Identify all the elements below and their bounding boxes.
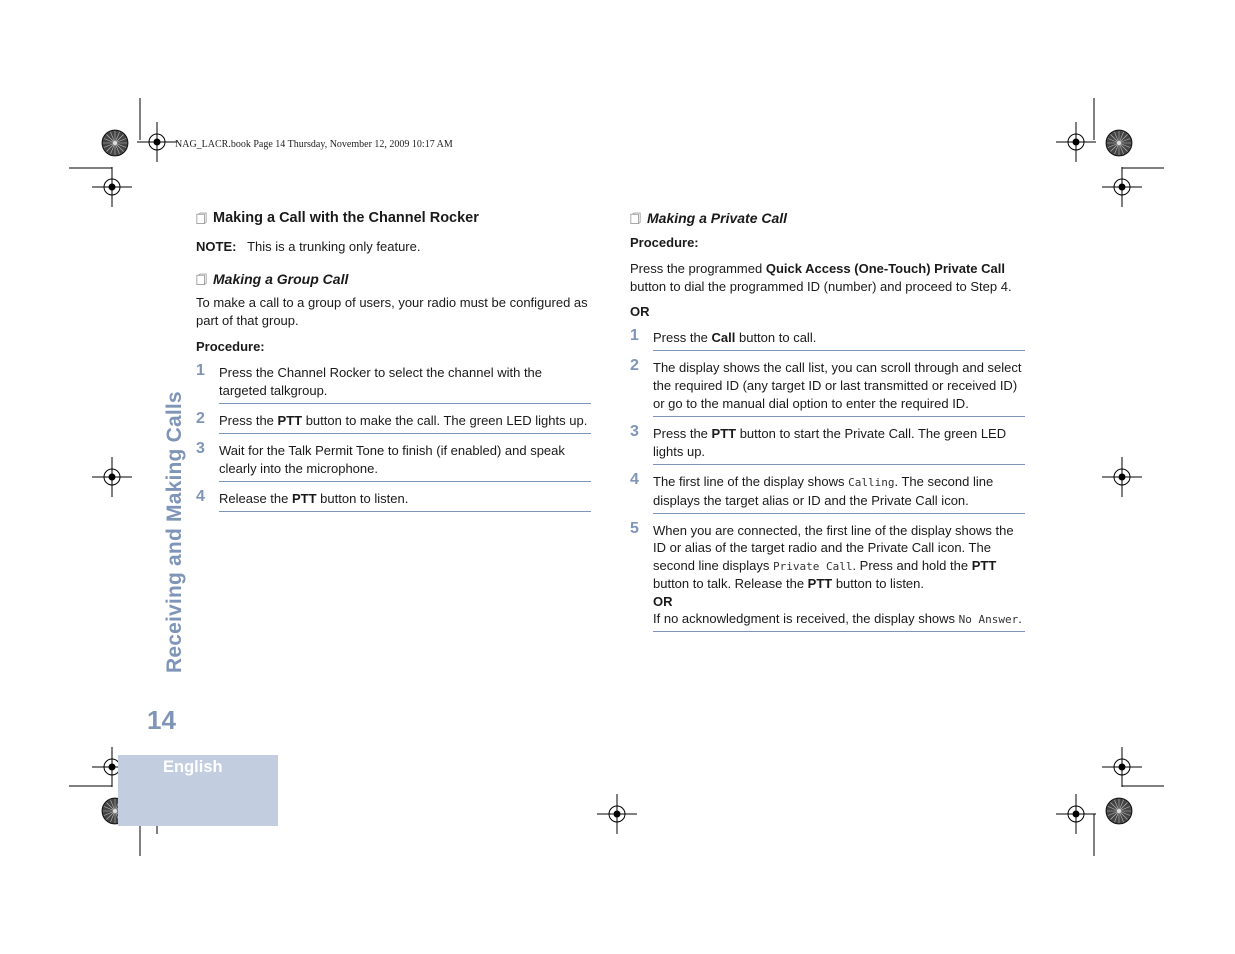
procedure-label: Procedure: — [630, 235, 699, 250]
step-number: 2 — [630, 357, 639, 374]
note-label: NOTE: — [196, 239, 237, 254]
step-number: 4 — [196, 488, 205, 505]
note — [196, 238, 591, 256]
step-number: 3 — [196, 440, 205, 457]
step-text: Wait for the Talk Permit Tone to finish (if enabled) and speak clearly into the microphone. — [219, 442, 591, 482]
note-text: This is a trunking only feature. — [247, 239, 421, 254]
step-item — [630, 522, 1025, 632]
step-number: 2 — [196, 410, 205, 427]
subsection-heading — [196, 270, 591, 288]
language-tab — [118, 755, 278, 826]
page-number: 14 — [147, 705, 176, 735]
step-item — [630, 473, 1025, 514]
or-label: OR — [630, 304, 650, 319]
procedure-label: Procedure: — [196, 339, 265, 354]
step-item — [196, 412, 591, 434]
step-number: 5 — [630, 520, 639, 537]
language-label: English — [163, 758, 223, 776]
step-number: 1 — [630, 327, 639, 344]
intro-paragraph: Press the programmed Quick Access (One-Touch) Private Call button to dial the programmed ID (number) and proceed to Step 4. — [630, 261, 1012, 294]
step-item — [630, 329, 1025, 351]
subsection-title: Making a Group Call — [213, 271, 349, 287]
step-item — [196, 442, 591, 482]
chapter-title: Receiving and Making Calls — [163, 391, 186, 673]
step-text: Press the PTT button to make the call. The green LED lights up. — [219, 412, 591, 434]
left-column — [196, 209, 591, 512]
step-text: The first line of the display shows Calling. The second line displays the target alias or ID and the Private Call icon. — [653, 473, 1025, 514]
step-item — [630, 425, 1025, 465]
step-text: Release the PTT button to listen. — [219, 490, 591, 512]
intro-paragraph: To make a call to a group of users, your radio must be configured as part of that group. — [196, 295, 588, 328]
step-number: 3 — [630, 423, 639, 440]
step-number: 1 — [196, 362, 205, 379]
right-column — [630, 209, 1025, 632]
step-item — [196, 364, 591, 404]
step-text: When you are connected, the first line of the display shows the ID or alias of the target radio and the Private Call icon. The second line displays Private Call. Press and hold the PTT button to talk. Release the PTT button to listen. OR If no acknowledgment is received, the display shows No Answer. — [653, 522, 1025, 632]
step-number: 4 — [630, 471, 639, 488]
subsection-heading — [630, 209, 1025, 227]
step-text: Press the Channel Rocker to select the channel with the targeted talkgroup. — [219, 364, 591, 404]
step-text: Press the Call button to call. — [653, 329, 1025, 351]
book-icon — [196, 212, 207, 225]
step-item — [196, 490, 591, 512]
file-header: NAG_LACR.book Page 14 Thursday, November 12, 2009 10:17 AM — [175, 139, 453, 150]
subsection-title: Making a Private Call — [647, 210, 788, 226]
step-text: Press the PTT button to start the Private Call. The green LED lights up. — [653, 425, 1025, 465]
step-item — [630, 359, 1025, 417]
step-text: The display shows the call list, you can scroll through and select the required ID (any target ID or last transmitted or received ID) or go to the manual dial option to enter the required ID. — [653, 359, 1025, 417]
section-heading — [196, 209, 591, 227]
section-title: Making a Call with the Channel Rocker — [213, 210, 479, 226]
book-icon — [630, 212, 641, 225]
book-icon — [196, 273, 207, 286]
